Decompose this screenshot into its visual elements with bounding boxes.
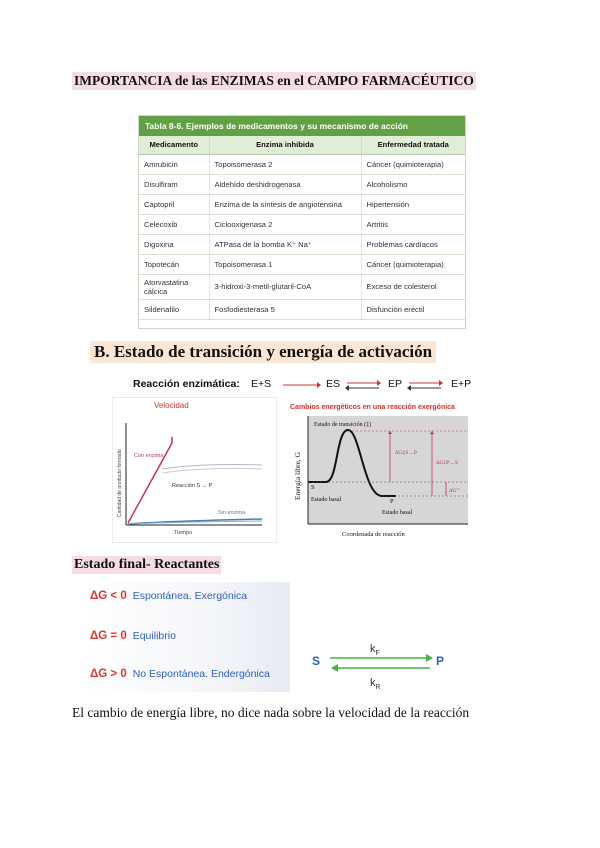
table-cell: Fosfodiesterasa 5 — [209, 299, 361, 319]
table-cell: Topoisomerasa 2 — [209, 154, 361, 174]
table-cell: Enzima de la síntesis de angiotensina — [209, 194, 361, 214]
table-row — [139, 154, 465, 174]
delta-g-text: Equilibrio — [132, 630, 176, 642]
reaction-term: E+S — [251, 378, 272, 390]
kr-label: $k_R$ — [370, 677, 381, 691]
table-row — [139, 194, 465, 214]
forward-arrow-icon — [281, 380, 321, 390]
table-cell: Cáncer (quimioterapia) — [361, 154, 465, 174]
table-cell: Captopril — [139, 194, 209, 214]
equilibrium-arrows-icon — [345, 379, 381, 391]
final-state-heading: Estado final- Reactantes — [74, 557, 220, 572]
basal-p-label: Estado basal — [382, 510, 413, 516]
energy-ylabel: Energía libre, G — [293, 452, 302, 500]
velocity-chart-svg — [112, 397, 277, 543]
s-label: S — [311, 484, 315, 491]
header-enzima: Enzima inhibida — [209, 136, 361, 154]
equilibrium-svg — [308, 638, 458, 694]
table-cell: Aldehído deshidrogenasa — [209, 174, 361, 194]
transition-state-label: Estado de transición (‡) — [314, 422, 372, 428]
table-cell: Disulfiram — [139, 174, 209, 194]
table-title: Tabla 8-6. Ejemplos de medicamentos y su mecanismo de acción — [139, 116, 465, 136]
table-row — [139, 234, 465, 254]
delta-g-row — [90, 590, 247, 602]
table-cell: Amrubicin — [139, 154, 209, 174]
table-cell: Celecoxib — [139, 214, 209, 234]
energy-title: Cambios energéticos en una reacción exergónica — [290, 404, 455, 411]
table-row — [139, 254, 465, 274]
table-cell: Alcoholismo — [361, 174, 465, 194]
velocity-ylabel: Cantidad de producto formado — [117, 449, 123, 517]
table-cell: Sildenafilo — [139, 299, 209, 319]
delta-g-symbol: ΔG < 0 — [90, 590, 127, 602]
drug-table — [138, 115, 466, 329]
equilibrium-arrows-icon — [407, 379, 443, 391]
delta-g-text: Espontánea. Exergónica — [132, 590, 248, 602]
eq-s: S — [312, 654, 321, 668]
table-row — [139, 174, 465, 194]
energy-plot-bg — [308, 416, 468, 524]
dg-zero-label: ΔG°' — [449, 488, 460, 494]
reaction-term: E+P — [451, 378, 472, 390]
table-cell: Atorvastatina cálcica — [139, 274, 209, 299]
delta-g-row — [90, 668, 270, 680]
main-heading: IMPORTANCIA de las ENZIMAS en el CAMPO FARMACÉUTICO — [74, 73, 474, 88]
without-enzyme-label: Sin enzima — [218, 510, 246, 516]
energy-diagram-svg — [286, 400, 482, 545]
table-cell: Topoisomerasa 1 — [209, 254, 361, 274]
table-cell: Problemas cardíacos — [361, 234, 465, 254]
table-cell: 3-hidroxi-3-metil-glutaril-CoA — [209, 274, 361, 299]
reaction-line — [133, 378, 493, 394]
reaction-term: ES — [326, 378, 341, 390]
header-enfermedad: Enfermedad tratada — [361, 136, 465, 154]
dg-s-p-label: ΔG‡S→P — [395, 450, 417, 456]
eq-p: P — [436, 654, 445, 668]
section-b-heading: B. Estado de transición y energía de activación — [90, 341, 436, 363]
table-cell: Topotecán — [139, 254, 209, 274]
kf-label: $k_F$ — [370, 643, 380, 657]
footer-text: El cambio de energía libre, no dice nada sobre la velocidad de la reacción — [72, 705, 470, 720]
p-label: P — [390, 498, 394, 505]
table-row — [139, 299, 465, 319]
delta-g-box — [84, 582, 290, 692]
energy-xlabel: Coordenada de reacción — [342, 531, 405, 538]
table-cell: Digoxina — [139, 234, 209, 254]
header-medicamento: Medicamento — [139, 136, 209, 154]
velocity-title: Velocidad — [154, 401, 189, 410]
with-enzyme-label: Con enzima — [134, 453, 164, 459]
table-row — [139, 274, 465, 299]
table-cell: Ciclooxigenasa 2 — [209, 214, 361, 234]
table-cell: Exceso de colesterol — [361, 274, 465, 299]
delta-g-symbol: ΔG > 0 — [90, 668, 127, 680]
reaction-label: Reacción enzimática: — [133, 378, 240, 390]
table-row — [139, 214, 465, 234]
velocity-xlabel: Tiempo — [174, 530, 193, 536]
table-header-row — [139, 136, 465, 154]
table-cell: Hipertensión — [361, 194, 465, 214]
table-cell: ATPasa de la bomba K⁺ Na⁺ — [209, 234, 361, 254]
table-cell: Disfunción eréctil — [361, 299, 465, 319]
delta-g-row — [90, 630, 176, 642]
velocity-chart — [112, 397, 277, 543]
delta-g-text: No Espontánea. Endergónica — [132, 668, 270, 680]
table-cell: Cáncer (quimioterapia) — [361, 254, 465, 274]
delta-g-symbol: ΔG = 0 — [90, 630, 127, 642]
dg-p-s-label: ΔG‡P→S — [436, 460, 458, 466]
energy-diagram — [286, 400, 482, 545]
table-cell: Artritis — [361, 214, 465, 234]
reaction-term: EP — [388, 378, 403, 390]
drug-table-grid — [139, 136, 465, 320]
equilibrium-diagram — [308, 638, 458, 694]
reaction-s-p-label: Reacción S → P — [172, 483, 213, 489]
basal-s-label: Estado basal — [311, 497, 342, 503]
